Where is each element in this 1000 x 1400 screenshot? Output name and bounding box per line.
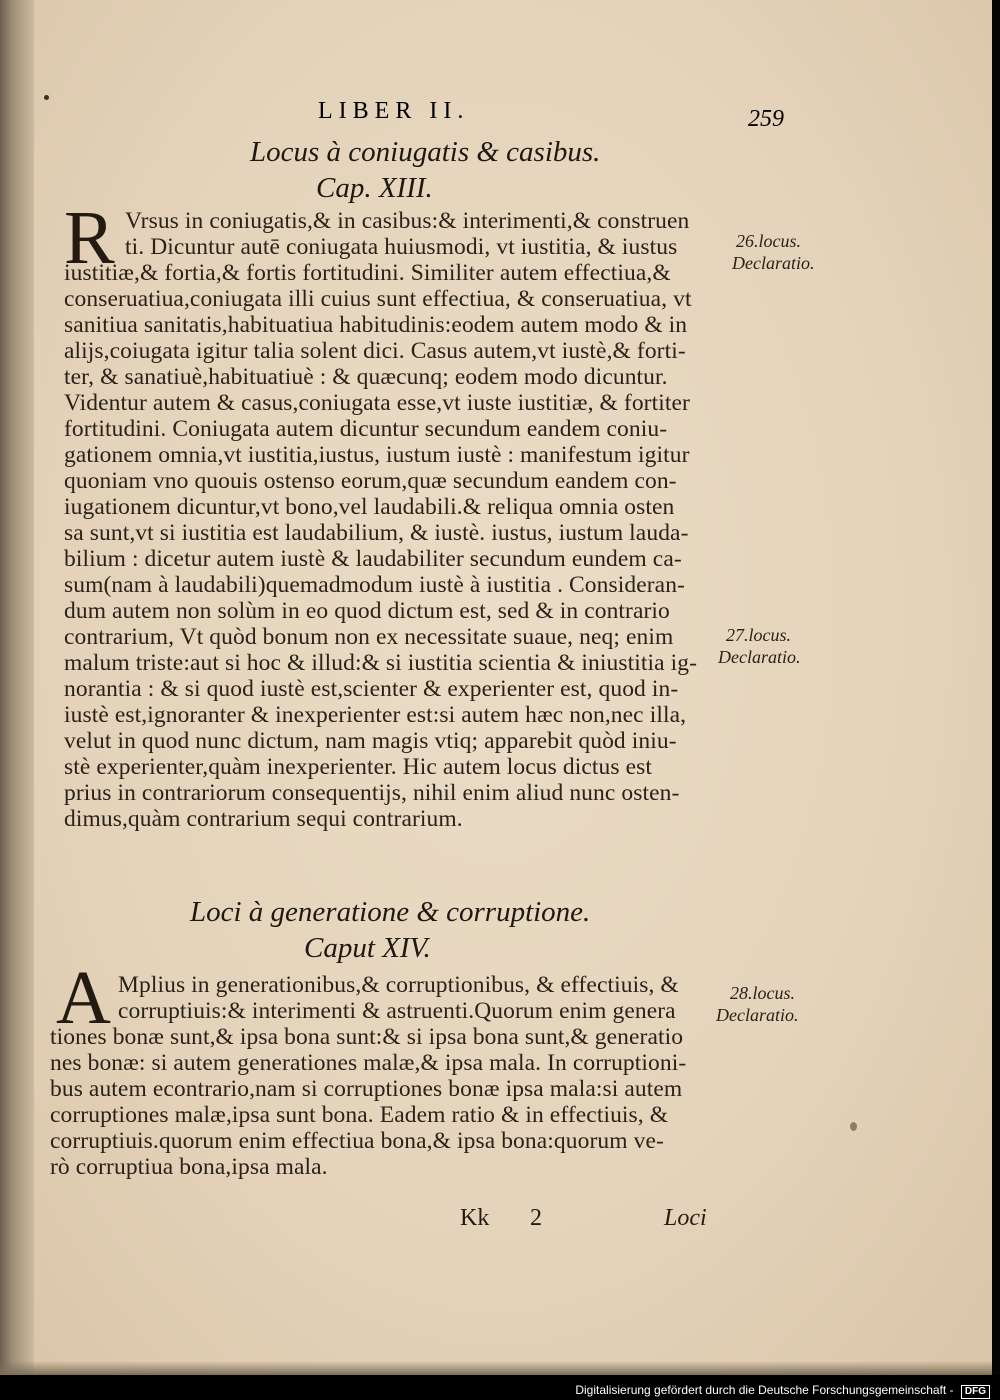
text-line: quoniam vno quouis ostenso eorum,quæ secundum eandem con- [64, 468, 677, 494]
text-line: Videntur autem & casus,coniugata esse,vt iuste iustitiæ, & fortiter [64, 390, 690, 416]
text-line: contrarium, Vt quòd bonum non ex necessitate suaue, neq; enim [64, 624, 674, 650]
text-line: corruptiuis.quorum enim effectiua bona,& ipsa bona:quorum ve- [50, 1128, 664, 1154]
text-line: corruptiuis:& interimenti & astruenti.Quorum enim genera [118, 998, 676, 1024]
running-head: LIBER II. [318, 98, 470, 124]
section-subtitle: Caput XIV. [304, 932, 431, 964]
text-line: ter, & sanatiuè,habituatiuè : & quæcunq; eodem modo dicuntur. [64, 364, 668, 390]
text-line: dimus,quàm contrarium sequi contrarium. [64, 806, 463, 832]
text-line: iustè est,ignoranter & inexperienter est:si autem hæc non,nec illa, [64, 702, 687, 728]
page-number: 259 [748, 106, 784, 132]
ink-speck [44, 95, 49, 100]
text-line: conseruatiua,coniugata illi cuius sunt effectiua, & conseruatiua, vt [64, 286, 692, 312]
text-line: Vrsus in coniugatis,& in casibus:& interimenti,& construen [125, 208, 690, 234]
section-subtitle: Cap. XIII. [316, 172, 433, 204]
text-line: norantia : & si quod iustè est,scienter & experienter est, quod in- [64, 676, 679, 702]
dfg-logo-icon: DFG [961, 1385, 990, 1399]
footer-credit [575, 1383, 990, 1399]
page-gutter [0, 0, 34, 1375]
text-line: alijs,coiugata igitur talia solent dici. Casus autem,vt iustè,& forti- [64, 338, 686, 364]
text-line: bus autem econtrario,nam si corruptiones bonæ ipsa mala:si autem [50, 1076, 683, 1102]
drop-cap: A [56, 956, 111, 1040]
text-line: iustitiæ,& fortia,& fortis fortitudini. Similiter autem effectiua,& [64, 260, 671, 286]
text-line: malum triste:aut si hoc & illud:& si iustitia scientia & iniustitia ig- [64, 650, 698, 676]
margin-note-number: 27.locus. [726, 625, 791, 645]
text-line: tiones bonæ sunt,& ipsa bona sunt:& si ipsa bona sunt,& generatio [50, 1024, 684, 1050]
catchword: Loci [664, 1205, 707, 1231]
text-line: bilium : dicetur autem iustè & laudabiliter secundum eundem ca- [64, 546, 682, 572]
text-line: gationem omnia,vt iustitia,iustus, iustum iustè : manifestum igitur [64, 442, 690, 468]
text-line: rò corruptiua bona,ipsa mala. [50, 1154, 328, 1180]
section-title: Loci à generatione & corruptione. [190, 896, 591, 928]
text-line: nes bonæ: si autem generationes malæ,& ipsa mala. In corruptioni- [50, 1050, 687, 1076]
page-bottom-edge [0, 1361, 992, 1375]
footer-credit-text: Digitalisierung gefördert durch die Deutsche Forschungsgemeinschaft - [575, 1383, 954, 1397]
text-line: iugationem dicuntur,vt bono,vel laudabili.& reliqua omnia osten [64, 494, 675, 520]
text-line: sum(nam à laudabili)quemadmodum iustè à iustitia . Consideran- [64, 572, 685, 598]
text-line: sa sunt,vt si iustitia est laudabilium, & iustè. iustus, iustum lauda- [64, 520, 689, 546]
stain-speck [850, 1122, 857, 1131]
text-line: velut in quod nunc dictum, nam magis vtiq; apparebit quòd iniu- [64, 728, 677, 754]
margin-note-label: Declaratio. [718, 647, 801, 667]
drop-cap: R [64, 196, 115, 280]
margin-note-label: Declaratio. [732, 253, 815, 273]
text-line: ti. Dicuntur autē coniugata huiusmodi, vt iustitia, & iustus [125, 234, 678, 260]
margin-note-number: 26.locus. [736, 231, 801, 251]
text-line: dum autem non solùm in eo quod dictum est, sed & in contrario [64, 598, 670, 624]
margin-note-label: Declaratio. [716, 1005, 799, 1025]
footer-bar [0, 1375, 1000, 1400]
text-line: stè experienter,quàm inexperienter. Hic autem locus dictus est [64, 754, 652, 780]
text-line: prius in contrariorum consequentijs, nihil enim aliud nunc osten- [64, 780, 680, 806]
text-line: sanitiua sanitatis,habituatiua habitudinis:eodem autem modo & in [64, 312, 688, 338]
text-line: Mplius in generationibus,& corruptionibus, & effectiuis, & [118, 972, 679, 998]
signature-number: 2 [530, 1205, 542, 1231]
page-header [300, 98, 820, 138]
section-title: Locus à coniugatis & casibus. [250, 136, 601, 168]
margin-note-number: 28.locus. [730, 983, 795, 1003]
text-line: fortitudini. Coniugata autem dicuntur secundum eandem coniu- [64, 416, 668, 442]
text-line: corruptiones malæ,ipsa sunt bona. Eadem ratio & in effectiuis, & [50, 1102, 669, 1128]
signature-mark: Kk [460, 1205, 490, 1231]
